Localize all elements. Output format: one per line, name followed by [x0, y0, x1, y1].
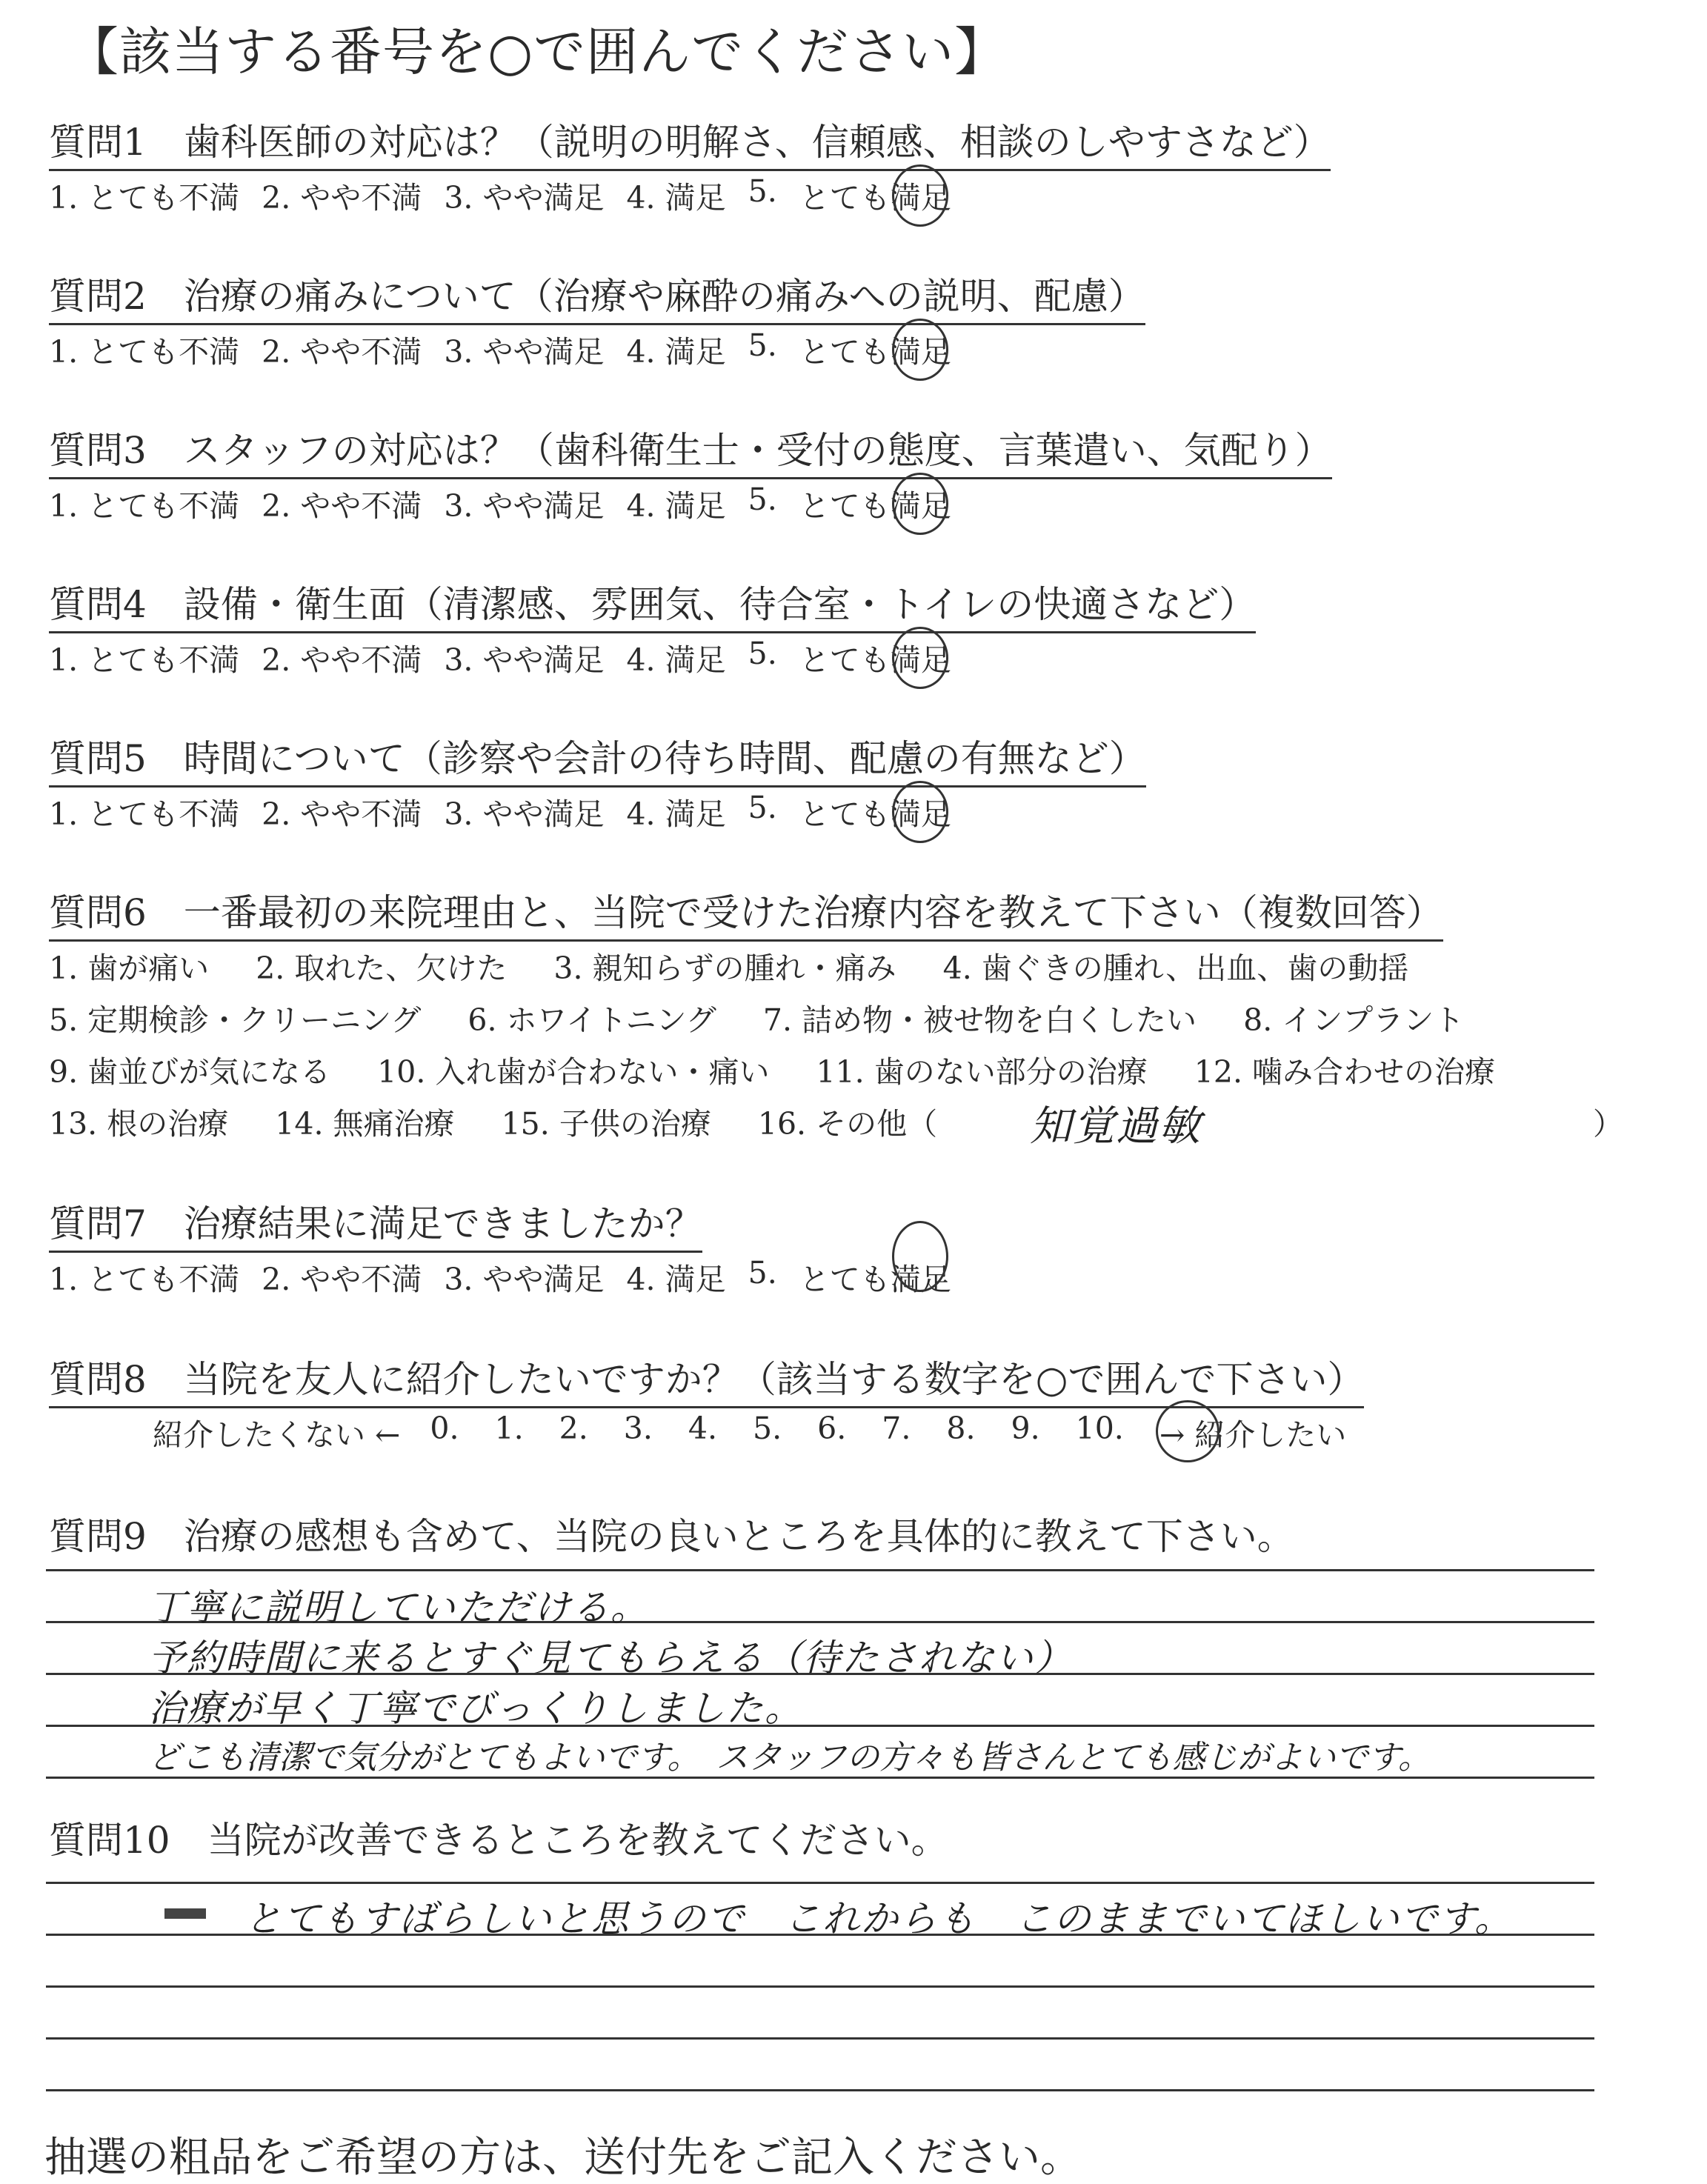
q6-option[interactable]: 8. インプラント: [1243, 1002, 1465, 1038]
q8-right-label: → 紹介したい: [1159, 1417, 1347, 1453]
question-10: 質問10 当院が改善できるところを教えてください。: [49, 1819, 948, 1862]
q9-handwritten-line[interactable]: 予約時間に来るとすぐ見てもらえる（待たされない）: [148, 1637, 1073, 1679]
question-1: 質問1 歯科医師の対応は？（説明の明解さ、信頼感、相談のしやすさなど）: [49, 113, 1331, 171]
option-5-label: とても満足: [799, 796, 951, 832]
option-1[interactable]: 1. とても不満: [49, 180, 240, 216]
q6-option-row: [49, 944, 1408, 988]
option-3[interactable]: 3. やや満足: [444, 796, 605, 832]
option-5-label: とても満足: [799, 642, 951, 678]
q8-number[interactable]: 1.: [494, 1411, 524, 1446]
option-3[interactable]: 3. やや満足: [444, 1262, 605, 1297]
selection-circle: [892, 627, 948, 689]
answer-scale-q2: [49, 327, 974, 371]
option-4[interactable]: 4. 満足: [626, 1262, 726, 1297]
option-3[interactable]: 3. やや満足: [444, 642, 605, 678]
answer-scale-q3: [49, 482, 974, 525]
q6-option[interactable]: 5. 定期検診・クリーニング: [49, 1002, 422, 1038]
option-3[interactable]: 3. やや満足: [444, 488, 605, 524]
option-5[interactable]: 5.: [748, 173, 777, 209]
question-6: 質問6 一番最初の来院理由と、当院で受けた治療内容を教えて下さい（複数回答）: [49, 883, 1443, 942]
q6-option[interactable]: 3. 親知らずの腫れ・痛み: [553, 950, 896, 986]
q8-left-label: 紹介したくない ←: [153, 1417, 401, 1453]
option-4[interactable]: 4. 満足: [626, 334, 726, 370]
q9-handwritten-line[interactable]: 丁寧に説明していただける。: [148, 1586, 649, 1629]
q9-handwritten-line[interactable]: 治療が早く丁寧でびっくりしました。: [148, 1687, 803, 1730]
option-5-label: とても満足: [799, 334, 951, 370]
q6-option[interactable]: 2. 取れた、欠けた: [256, 950, 508, 986]
question-8: 質問8 当院を友人に紹介したいですか？（該当する数字を○で囲んで下さい）: [49, 1350, 1364, 1408]
option-2[interactable]: 2. やや不満: [262, 1262, 422, 1297]
q6-option[interactable]: 15. 子供の治療: [501, 1106, 711, 1142]
selection-circle: [892, 781, 948, 843]
option-5-label: とても満足: [799, 488, 951, 524]
option-2[interactable]: 2. やや不満: [262, 334, 422, 370]
answer-line: [46, 1569, 1594, 1571]
option-4[interactable]: 4. 満足: [626, 642, 726, 678]
footer-note: 抽選の粗品をご希望の方は、送付先をご記入ください。: [44, 2134, 1082, 2182]
q8-number[interactable]: 10.: [1075, 1411, 1124, 1446]
option-1[interactable]: 1. とても不満: [49, 488, 240, 524]
option-1[interactable]: 1. とても不満: [49, 796, 240, 832]
option-2[interactable]: 2. やや不満: [262, 488, 422, 524]
option-5-label: とても満足: [799, 1262, 951, 1297]
option-3[interactable]: 3. やや満足: [444, 334, 605, 370]
answer-scale-q1: [49, 173, 974, 217]
answer-scale-q5: [49, 790, 974, 833]
q6-option[interactable]: 12. 噛み合わせの治療: [1194, 1054, 1496, 1090]
question-4: 質問4 設備・衛生面（清潔感、雰囲気、待合室・トイレの快適さなど）: [49, 575, 1256, 633]
answer-scale-q7: [49, 1255, 974, 1299]
selection-circle: [892, 319, 948, 381]
option-2[interactable]: 2. やや不満: [262, 180, 422, 216]
option-1[interactable]: 1. とても不満: [49, 334, 240, 370]
question-7: 質問7 治療結果に満足できましたか？: [49, 1194, 702, 1253]
q6-option[interactable]: 7. 詰め物・被せ物を白くしたい: [762, 1002, 1197, 1038]
question-2: 質問2 治療の痛みについて（治療や麻酔の痛みへの説明、配慮）: [49, 267, 1145, 325]
q6-option-row: [49, 1099, 937, 1143]
answer-line: [46, 1882, 1594, 1884]
option-4[interactable]: 4. 満足: [626, 180, 726, 216]
q8-number[interactable]: 8.: [946, 1411, 976, 1446]
q8-number[interactable]: 7.: [882, 1411, 911, 1446]
q8-number[interactable]: 2.: [559, 1411, 588, 1446]
option-5[interactable]: 5.: [748, 636, 777, 671]
q8-number[interactable]: 5.: [753, 1411, 782, 1446]
q8-number[interactable]: 4.: [688, 1411, 718, 1446]
q6-option[interactable]: 10. 入れ歯が合わない・痛い: [377, 1054, 770, 1090]
option-2[interactable]: 2. やや不満: [262, 642, 422, 678]
answer-scale-q4: [49, 636, 974, 679]
option-1[interactable]: 1. とても不満: [49, 1262, 240, 1297]
q6-other-handwritten[interactable]: 知覚過敏: [1030, 1102, 1202, 1151]
answer-line: [46, 2037, 1594, 2040]
option-5-label: とても満足: [799, 180, 951, 216]
q8-number[interactable]: 6.: [817, 1411, 847, 1446]
option-5[interactable]: 5.: [748, 1255, 777, 1291]
q6-other-close-paren: ）: [1593, 1106, 1623, 1142]
answer-line: [46, 1985, 1594, 1988]
q6-option[interactable]: 13. 根の治療: [49, 1106, 229, 1142]
option-5[interactable]: 5.: [748, 790, 777, 825]
q6-option[interactable]: 9. 歯並びが気になる: [49, 1054, 331, 1090]
option-2[interactable]: 2. やや不満: [262, 796, 422, 832]
question-9: 質問9 治療の感想も含めて、当院の良いところを具体的に教えて下さい。: [49, 1515, 1294, 1558]
selection-circle: [892, 1221, 948, 1292]
q6-option[interactable]: 6. ホワイトニング: [467, 1002, 716, 1038]
question-5: 質問5 時間について（診察や会計の待ち時間、配慮の有無など）: [49, 729, 1146, 788]
q6-option-row: [49, 1048, 1495, 1091]
option-5[interactable]: 5.: [748, 327, 777, 363]
question-3: 質問3 スタッフの対応は？（歯科衛生士・受付の態度、言葉遣い、気配り）: [49, 421, 1332, 479]
scribble-mark: [164, 1908, 206, 1919]
option-1[interactable]: 1. とても不満: [49, 642, 240, 678]
q8-number[interactable]: 0.: [430, 1411, 459, 1446]
q6-option[interactable]: 4. 歯ぐきの腫れ、出血、歯の動揺: [942, 950, 1409, 986]
selection-circle: [892, 164, 948, 227]
q6-option[interactable]: 11. 歯のない部分の治療: [816, 1054, 1148, 1090]
q6-option-row: [49, 996, 1464, 1039]
q10-handwritten-line[interactable]: とてもすばらしいと思うので これからも このままでいてほしいです。: [244, 1897, 1513, 1940]
option-5[interactable]: 5.: [748, 482, 777, 517]
option-4[interactable]: 4. 満足: [626, 796, 726, 832]
q8-number[interactable]: 3.: [623, 1411, 653, 1446]
q8-number[interactable]: 9.: [1011, 1411, 1040, 1446]
option-4[interactable]: 4. 満足: [626, 488, 726, 524]
q9-handwritten-line[interactable]: どこも清潔で気分がとてもよいです。 スタッフの方々も皆さんとても感じがよいです。: [148, 1739, 1431, 1777]
option-3[interactable]: 3. やや満足: [444, 180, 605, 216]
q6-option[interactable]: 1. 歯が痛い: [49, 950, 210, 986]
selection-circle: [892, 473, 948, 535]
q6-option[interactable]: 16. その他（: [757, 1106, 938, 1142]
q6-option[interactable]: 14. 無痛治療: [275, 1106, 455, 1142]
selection-circle: [1156, 1400, 1219, 1462]
page-header: 【該当する番号を○で囲んでください】: [67, 21, 1008, 82]
answer-line: [46, 2089, 1594, 2091]
